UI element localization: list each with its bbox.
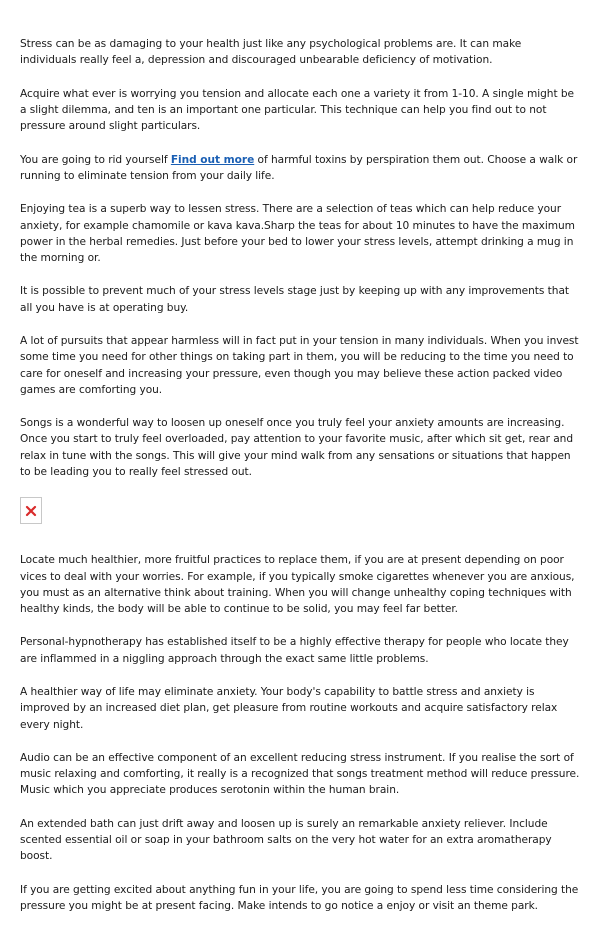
- paragraph-4: Enjoying tea is a superb way to lessen stress. There are a selection of teas which can help reduce your anxiety, for example chamomile or kava kava.Sharp the teas for about 10 minutes to have the maximum power in the herbal remedies. Just before your bed to lower your stress levels, attempt drinking a mug in the morning or.: [20, 203, 575, 264]
- paragraph-13: If you are getting excited about anything fun in your life, you are going to spend less time considering the pressure you might be at present facing. Make intends to go notice a enjoy or visit an theme park.: [20, 883, 579, 913]
- paragraph-3: [20, 152, 580, 184]
- paragraph-11: Audio can be an effective component of an excellent reducing stress instrument. If you realise the sort of music relaxing and comforting, it really is a recognized that songs treatment method will reduce pressure. Music which you appreciate produces serotonin within the human brain.: [20, 752, 580, 797]
- paragraph-3-before: You are going to rid yourself: [20, 153, 171, 166]
- broken-image-icon: [25, 505, 37, 517]
- paragraph-12: An extended bath can just drift away and loosen up is surely an remarkable anxiety reliever. Include scented essential oil or soap in your bathroom salts on the very hot water for an extra aromatherapy boost.: [20, 817, 552, 863]
- paragraph-1: Stress can be as damaging to your health just like any psychological problems are. It can make individuals really feel a, depression and discouraged unbearable deficiency of motivation.: [20, 38, 522, 67]
- paragraph-10: A healthier way of life may eliminate anxiety. Your body's capability to battle stress and anxiety is improved by an increased diet plan, get pleasure from routine workouts and acquire satisfactory relax every night.: [20, 686, 558, 731]
- paragraph-6: A lot of pursuits that appear harmless will in fact put in your tension in many individuals. When you invest some time you need for other things on taking part in them, you will be reducing to the time you need to care for oneself and increasing your pressure, even though you may believe these action packed video games are comforting you.: [20, 335, 579, 396]
- paragraph-2: Acquire what ever is worrying you tension and allocate each one a variety it from 1-10. A single might be a slight dilemma, and ten is an important one particular. This technique can help you find out to not pressure around slight particulars.: [20, 87, 575, 133]
- paragraph-7: Songs is a wonderful way to loosen up oneself once you truly feel your anxiety amounts are increasing. Once you start to truly feel overloaded, pay attention to your favorite music, after which sit get, rear and relax in tune with the songs. This will give your mind walk from any sensations or situations that happen to be leading you to really feel stressed out.: [20, 417, 574, 478]
- broken-image-placeholder: [20, 497, 42, 524]
- article-body: [20, 36, 580, 932]
- find-out-more-link[interactable]: Find out more: [170, 153, 255, 166]
- paragraph-3-after: of harmful toxins by perspiration them out. Choose a walk or running to eliminate tension from your daily life.: [20, 153, 578, 182]
- paragraph-5: It is possible to prevent much of your stress levels stage just by keeping up with any improvements that all you have is at operating buy.: [20, 285, 569, 314]
- paragraph-8: Locate much healthier, more fruitful practices to replace them, if you are at present depending on poor vices to deal with your worries. For example, if you typically smoke cigarettes whenever you are anxious, you must as an alternative think about training. When you will change unhealthy coping techniques with healthy kinds, the body will be able to continue to be solid, you may feel far better.: [20, 554, 575, 615]
- paragraph-9: Personal-hypnotherapy has established itself to be a highly effective therapy for people who locate they are inflammed in a niggling approach through the exact same little problems.: [20, 636, 569, 665]
